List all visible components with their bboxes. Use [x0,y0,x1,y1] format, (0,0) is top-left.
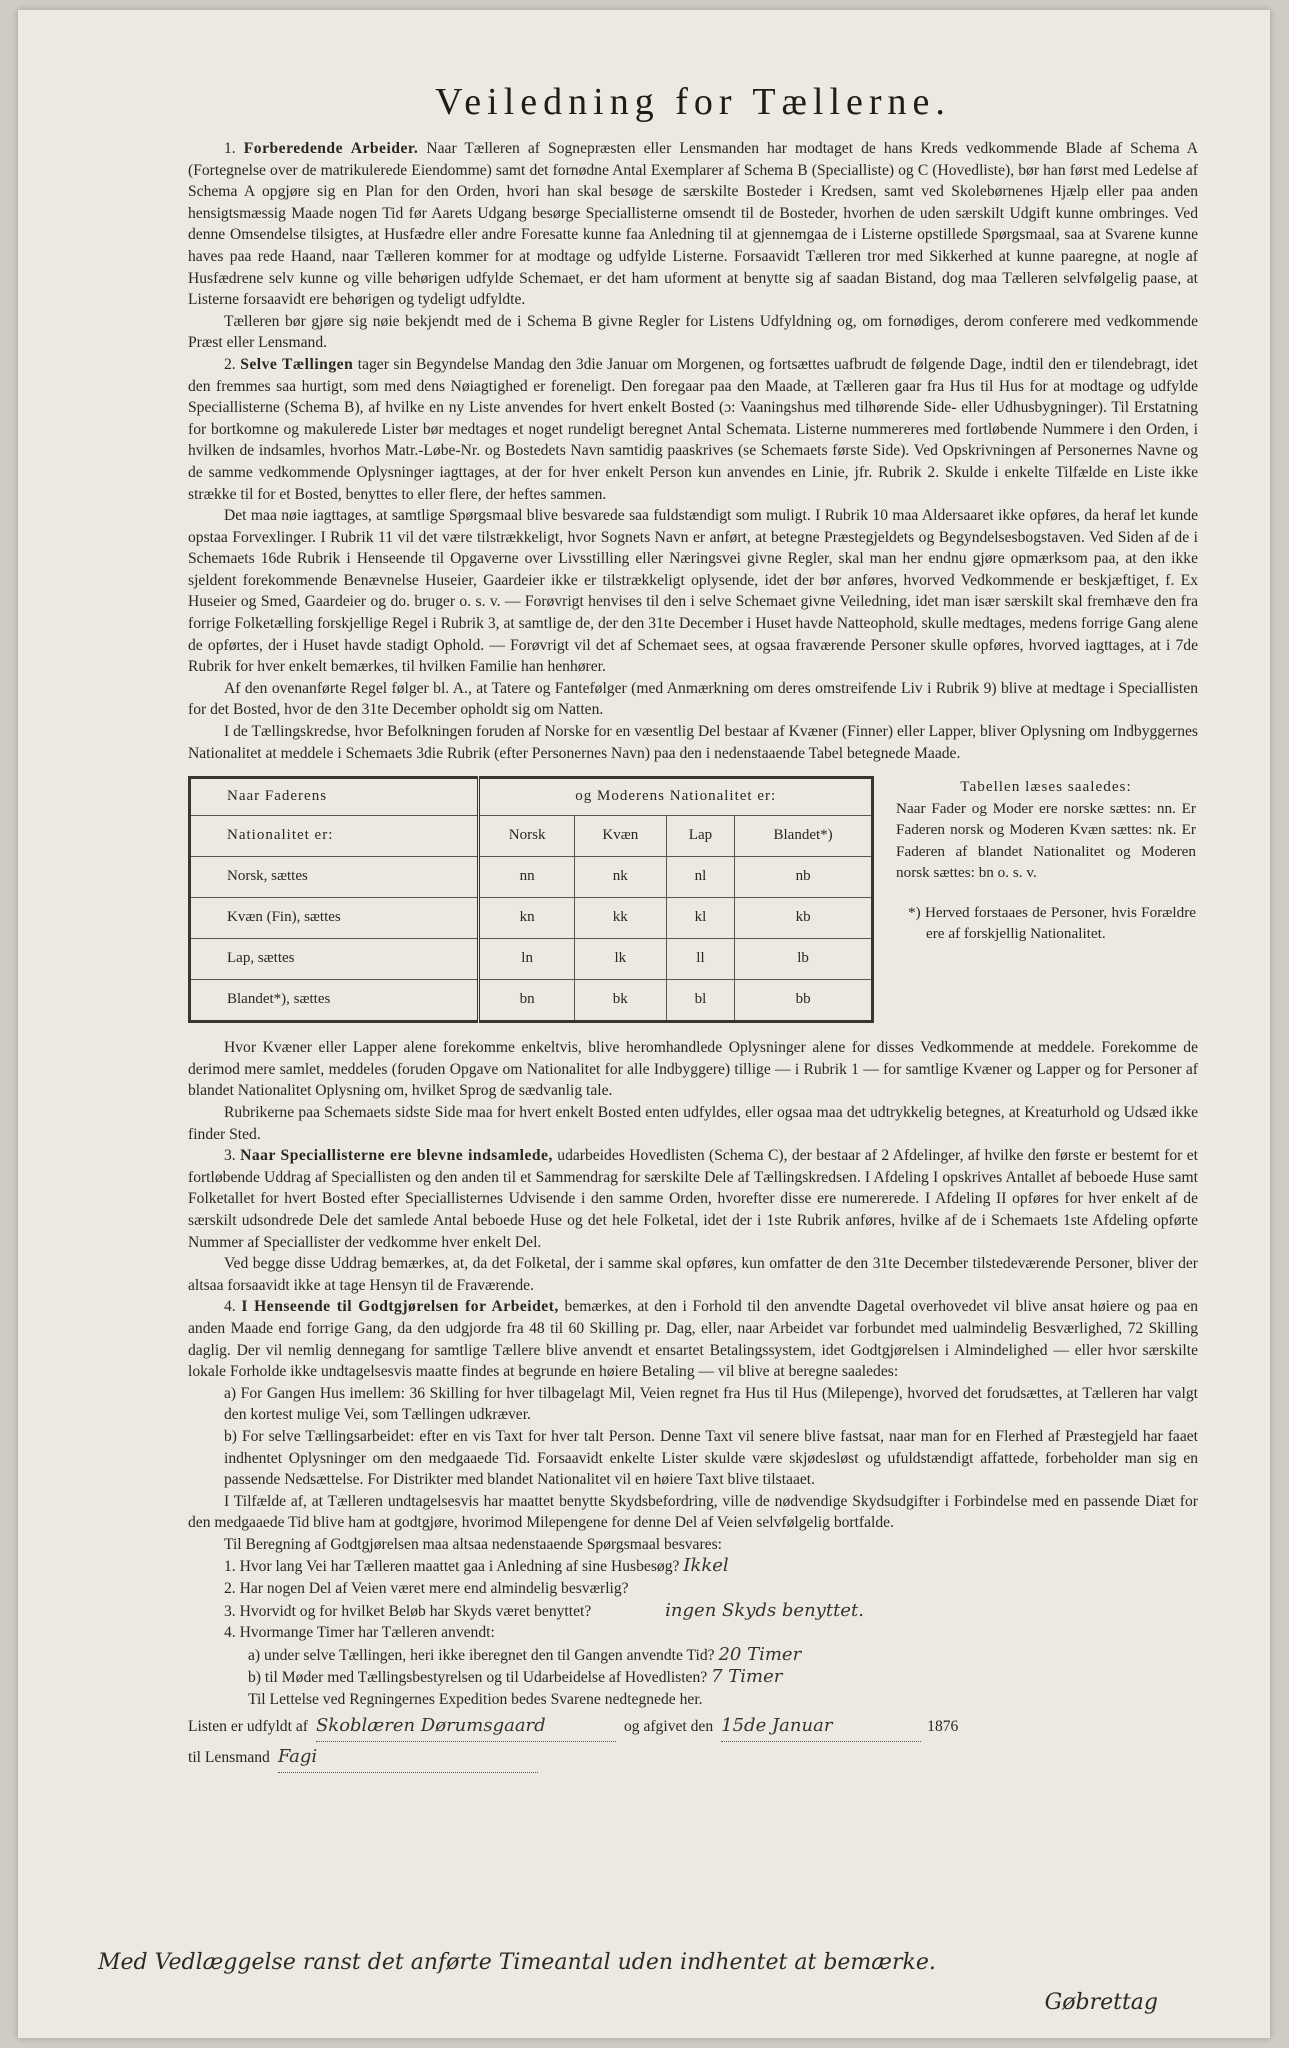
question-3-text: 3. Hvorvidt og for hvilket Beløb har Skyds været benyttet? [224,1602,592,1620]
after-table-paragraph-1: Hvor Kvæner eller Lapper alene forekomme enkeltvis, blive heromhandlede Oplysninger alene for disses Vedkommende at meddele. Forekomme de derimod mere samlet, meddeles (foruden Opgave om Nationalitet for alle Indbyggere) tillige — i Rubrik 1 — for samtlige Kvæner og Lapper og for Personer af blandet Nationalitet Oplysning om, hvilket Sprog de sædvanlig tale. [188,1039,1198,1100]
explanation-title: Tabellen læses saaledes: [960,778,1132,796]
column-header: Lap [666,816,734,857]
table-cell: kb [735,898,873,939]
question-3-answer: ingen Skyds benyttet. [665,1599,864,1621]
section-1-number: 1. [224,140,236,157]
row-label: Blandet*), sættes [190,980,479,1022]
question-1-text: 1. Hvor lang Vei har Tælleren maattet gaa i Anledning af sine Husbesøg? [224,1558,680,1576]
father-header-2: Nationalitet er: [190,816,479,857]
page-title: Veiledning for Tællerne. [435,81,951,123]
table-cell: bk [574,980,666,1022]
table-cell: lb [735,939,873,980]
section-2-paragraph-2: Det maa nøie iagttages, at samtlige Spørgsmaal blive besvarede saa fuldstændigt som muligt. I Rubrik 10 maa Aldersaaret ikke opføres, da heraf let kunde opstaa Forvexlinger. I Rubrik 11 vil det være tilstrækkeligt, hvor Sognets Navn er anført, at betegne Præstegjeldets og Begyndelsesbogstaven. Ved Siden af de i Schemaets 16de Rubrik i Henseende til Opgaverne over Livsstilling eller Næringsvei givne Regler, skal man her endnu gjøre opmærksom paa, at den ikke sjeldent forekommende Benævnelse Huseier, Gaardeier ikke er tilstrækkeligt oplysende, idet der bør anføres, hvorved Vedkommende er beskjæftiget, f. Ex Huseier og Smed, Gaardeier og do. bruger o. s. v. — Forøvrigt henvises til den i selve Schemaet givne Veiledning, idet man især særskilt skal fremhæve den fra forrige Folketælling forskjellige Regel i Rubrik 3, at samtlige de, der den 31te December i Huset havde Natteophold, skulle medtages, medens forrige Gang alene de opførtes, der i Huset havde stadigt Ophold. — Forøvrigt vil det af Schemaet sees, at ogsaa fraværende Personer skulle opføres, hvorved iagttages, at i 7de Rubrik for hver enkelt bemærkes, til hvilken Familie han henhører. [188,507,1198,676]
section-4-number: 4. [224,1298,236,1316]
section-4-text: bemærkes, at den i Forhold til den anvendte Dagetal overhovedet vil blive ansat høiere og paa en anden Maade end forrige Gang, da den udgjorde fra 48 til 60 Skilling pr. Dag, eller, naar Arbeidet var forbundet med ualmindelig Besværlighed, 72 Skilling daglig. Der vil nemlig dennegang for samtlige Tællere blive anvendt et ensartet Betalingssystem, idet Godtgjørelsen i Almindelighed — eller hvor særskilte lokale Forholde ikke undtagelsesvis maatte findes at begrunde en høiere Betaling — vil blive at beregne saaledes: [188,1298,1198,1381]
section-4-paragraph-3: Til Beregning af Godtgjørelsen maa altsaa nedenstaaende Spørgsmaal besvares: [224,1535,722,1553]
table-cell: kk [574,898,666,939]
table-cell: bn [479,980,574,1022]
handwritten-signature: Gøbrettag [1044,1990,1158,2015]
table-row [190,857,873,898]
table-explanation [896,776,1196,945]
delivered-label: og afgivet den [623,1717,714,1735]
table-cell: lk [574,939,666,980]
table-cell: nk [574,857,666,898]
section-3-heading: Naar Speciallisterne ere blevne indsamlede, [240,1147,553,1165]
footnote-text: *) Herved forstaaes de Personer, hvis Forældre ere af forskjellig Nationalitet. [908,903,1196,943]
father-header-1: Naar Faderens [190,778,479,816]
handwritten-note-area [98,1940,1218,2020]
section-1-text: Naar Tælleren af Sognepræsten eller Lensmanden har modtaget de hans Kreds vedkommende Blade af Schema A (Fortegnelse over de matrikulerede Eiendomme) samt det fornødne Antal Exemplarer af Schema B (Specialliste) og C (Hovedliste), bør han først med Ledelse af Schema A opgjøre sig en Plan for den Orden, hvori han skal besøge de særskilte Bosteder i Kredsen, samt ved Skolebørnenes Hjælp eller paa anden hensigtsmæssig Maade nogen Tid før Aarets Udgang besørge Speciallisterne omsendt til de Bosteder, hvorhen de uden særskilt Udgift kunne ombringes. Ved denne Omsendelse tilsigtes, at Husfædre eller andre Foresatte kunne faa Anledning til at gjennemgaa de i Listerne opstillede Spørgsmaal, saa at Svarene kunne haves paa rede Haand, naar Tælleren kommer for at modtage og udfylde Listerne. Forsaavidt Tælleren tror med Sikkerhed at kunne paaregne, at nogle af Husfædrene selv kunne og ville behørigen udfylde Schemaet, er det ham uforment at benytte sig af saadan Bistand, dog maa Tælleren selvfølgelig paase, at Listerne forsaavidt ere behørigen og tydeligt udfyldte. [188,140,1198,309]
table-cell: bl [666,980,734,1022]
table-header-row-1 [190,778,873,816]
question-2 [188,1578,1198,1600]
to-lensmand-label: til Lensmand [188,1748,270,1766]
section-1-paragraph-1 [188,138,1198,311]
table-row [190,980,873,1022]
lensmand-name: Fagi [278,1742,538,1773]
table-cell: nn [479,857,574,898]
question-1 [188,1555,1198,1578]
section-3-paragraph-2: Ved begge disse Uddrag bemærkes, at, da det Folketal, der i samme skal opføres, kun omfatter de den 31te December tilstedeværende Personer, bliver der altsaa forsaavidt ikke at tage Hensyn til de Fraværende. [188,1255,1198,1294]
delivered-date: 15de Januar [721,1711,921,1742]
question-4a-text: a) under selve Tællingen, heri ikke iberegnet den til Gangen anvendte Tid? [248,1646,715,1664]
signature-block [188,1711,1198,1773]
question-4-text: 4. Hvormange Timer har Tælleren anvendt: [224,1624,495,1642]
question-4b-answer: 7 Timer [711,1666,783,1688]
section-2-number: 2. [224,355,236,373]
section-4-paragraph-1 [188,1296,1198,1382]
question-4b [188,1666,1198,1689]
section-1-heading: Forberedende Arbeider. [243,140,419,157]
table-row [190,939,873,980]
questions-note: Til Lettelse ved Regningernes Expedition bedes Svarene nedtegnede her. [248,1691,703,1709]
table-cell: ln [479,939,574,980]
rule-a: a) For Gangen Hus imellem: 36 Skilling for hver tilbagelagt Mil, Veien regnet fra Hus til Hus (Milepenge), hvorved det forudsættes, at Tælleren har valgt den kortest mulige Vei, som Tællingen udkræver. [224,1384,1198,1424]
nationality-table-area [188,776,1198,1023]
mother-header: og Moderens Nationalitet er: [479,778,873,816]
section-2-paragraph-1 [188,354,1198,505]
table-cell: nl [666,857,734,898]
table-cell: kl [666,898,734,939]
section-4-heading: I Henseende til Godtgjørelsen for Arbeidet, [241,1298,559,1316]
signature-line-1 [188,1711,1198,1742]
section-3-text: udarbeides Hovedlisten (Schema C), der bestaar af 2 Afdelinger, af hvilke den første er bestemt for et fortløbende Uddrag af Speciallisten og den anden til et Sammendrag for særskilte Dele af Tællingskredsen. I Afdeling I opskrives Antallet af beboede Huse samt Folketallet for hvert Bosted efter Speciallisternes Udvisende i den samme Orden, hvorefter disse ere numererede. I Afdeling II opføres for hver enkelt af de særskilt udsondrede Dele det samlede Antal beboede Huse og det hele Folketal, idet der i 1ste Rubrik anføres, hvilke af de i Schemaets 1ste Afdeling opførte Nummer af Speciallister der vedkomme hver enkelt Del. [188,1147,1198,1251]
signature-line-2 [188,1742,1198,1773]
section-2-paragraph-4: I de Tællingskredse, hvor Befolkningen foruden af Norske for en væsentlig Del bestaar af Kvæner (Finner) eller Lapper, bliver Oplysning om Indbyggernes Nationalitet at meddele i Schemaets 3die Rubrik (efter Personernes Navn) paa den i nedenstaaende Tabel betegnede Maade. [188,723,1198,762]
table-cell: bb [735,980,873,1022]
delivered-year: 1876 [927,1717,959,1735]
row-label: Norsk, sættes [190,857,479,898]
table-row [190,898,873,939]
question-4 [188,1622,1198,1644]
document-page [18,10,1270,2038]
section-2-heading: Selve Tællingen [240,355,354,373]
filled-by-label: Listen er udfyldt af [188,1717,308,1735]
handwritten-note: Med Vedlæggelse ranst det anførte Timeantal uden indhentet at bemærke. [98,1950,936,1975]
filled-by-name: Skoblæren Dørumsgaard [316,1711,616,1742]
column-header: Blandet*) [735,816,873,857]
section-2-text: tager sin Begyndelse Mandag den 3die Januar om Morgenen, og fortsættes uafbrudt de følgende Dage, indtil den er tilendebragt, idet den fremmes saa hurtigt, som med dens Nøiagtighed er foreneligt. Den foregaar paa den Maade, at Tælleren gaar fra Hus til Hus for at modtage og udfylde Speciallisterne (Schema B), af hvilke en ny Liste anvendes for hvert enkelt Bosted (ɔ: Vaaningshus med tilhørende Side- eller Udhusbygninger). Til Erstatning for bortkomne og makulerede Lister bør medtages et noget rundeligt beregnet Antal Schemata. Listerne nummereres med fortløbende Nummere i den Orden, i hvilken de indsamles, hvorhos Matr.-Løbe-Nr. og Bostedets Navn samtidig paaskrives (se Schemaets første Side). Ved Opskrivningen af Personernes Navne og de samme vedkommende Oplysninger iagttages, at der for hver enkelt Person kun anvendes en Linie, jfr. Rubrik 2. Skulde i enkelte Tilfælde en Liste ikke strække til for et Bosted, benyttes to eller flere, der heftes sammen. [188,355,1199,503]
rule-b: b) For selve Tællingsarbeidet: efter en vis Taxt for hver talt Person. Denne Taxt vil senere blive fastsat, naar man for en Flerhed af Præstegjeld har faaet indhentet Oplysninger om den medgaaede Tid. Forsaavidt enkelte Lister skulde være skjødesløst og ufuldstændigt affattede, forbeholder man sig en passende Nedsættelse. For Distrikter med blandet Nationalitet vil en høiere Taxt blive tilstaaet. [224,1427,1198,1489]
row-label: Kvæn (Fin), sættes [190,898,479,939]
question-2-text: 2. Har nogen Del af Veien været mere end almindelig besværlig? [224,1580,629,1598]
section-4-paragraph-2: I Tilfælde af, at Tælleren undtagelsesvis har maattet benytte Skydsbefordring, ville de nødvendige Skydsudgifter i Forbindelse med en passende Diæt for den medgaaede Tid blive ham at godtgjøre, hvorimod Milepengene for denne Del af Veien selvfølgelig bortfalde. [188,1492,1198,1532]
table-cell: kn [479,898,574,939]
table-cell: nb [735,857,873,898]
question-3 [188,1600,1198,1623]
column-header: Norsk [479,816,574,857]
questions-list [188,1555,1198,1710]
question-4a-answer: 20 Timer [718,1643,802,1665]
row-label: Lap, sættes [190,939,479,980]
instructions-body [188,138,1198,1711]
section-1-paragraph-2: Tælleren bør gjøre sig nøie bekjendt med de i Schema B givne Regler for Listens Udfyldning og, om fornødiges, derom conferere med vedkommende Præst eller Lensmand. [188,312,1198,352]
document-content [188,80,1198,1773]
nationality-table [188,776,874,1023]
question-4a [188,1644,1198,1667]
explanation-text: Naar Fader og Moder ere norske sættes: nn. Er Faderen norsk og Moderen Kvæn sættes: nk. Er Faderen af blandet Nationalitet og Moderen norsk sættes: bn o. s. v. [896,799,1196,882]
question-1-answer: Ikkel [683,1555,729,1577]
column-header: Kvæn [574,816,666,857]
question-4b-text: b) til Møder med Tællingsbestyrelsen og til Udarbeidelse af Hovedlisten? [248,1669,708,1687]
after-table-paragraph-2: Rubrikerne paa Schemaets sidste Side maa for hvert enkelt Bosted enten udfyldes, eller ogsaa maa det udtrykkelig betegnes, at Kreaturhold og Udsæd ikke finder Sted. [188,1104,1198,1143]
section-3-paragraph-1 [188,1145,1198,1253]
table-cell: ll [666,939,734,980]
section-2-paragraph-3: Af den ovenanførte Regel følger bl. A., at Tatere og Fantefølger (med Anmærkning om deres omstreifende Liv i Rubrik 9) blive at medtage i Speciallisten for det Bosted, hvor de den 31te December opholdt sig om Natten. [188,679,1198,719]
section-3-number: 3. [224,1147,236,1165]
table-header-row-2 [190,816,873,857]
